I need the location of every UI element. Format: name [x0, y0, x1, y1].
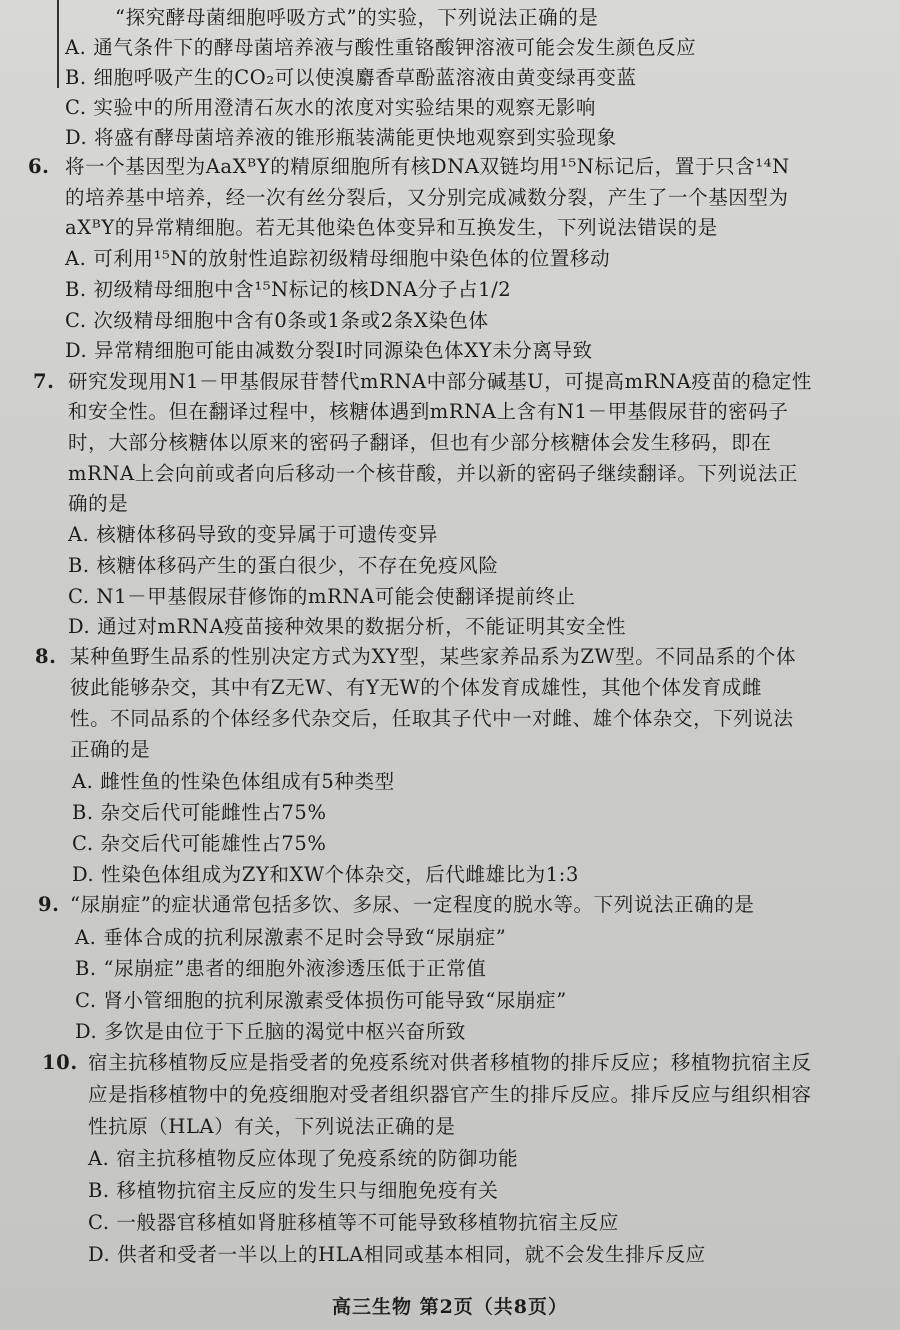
- q9-option-d: D. 多饮是由位于下丘脑的渴觉中枢兴奋所致: [75, 1020, 466, 1043]
- q9-number: 9.: [38, 893, 60, 916]
- q9-option-b: B. “尿崩症”患者的细胞外液渗透压低于正常值: [75, 957, 487, 980]
- q10-stem-line: 应是指移植物中的免疫细胞对受者组织器官产生的排斥反应。排斥反应与组织相容: [88, 1083, 812, 1106]
- q7-option-a: A. 核糖体移码导致的变异属于可遗传变异: [68, 523, 438, 546]
- q9-option-c: C. 肾小管细胞的抗利尿激素受体损伤可能导致“尿崩症”: [75, 989, 567, 1012]
- q6-option-c: C. 次级精母细胞中含有0条或1条或2条X染色体: [65, 309, 489, 332]
- q8-option-c: C. 杂交后代可能雄性占75%: [72, 832, 327, 855]
- q8-stem-line: 某种鱼野生品系的性别决定方式为XY型，某些家养品系为ZW型。不同品系的个体: [70, 645, 797, 668]
- q10-stem-line: 宿主抗移植物反应是指受者的免疫系统对供者移植物的排斥反应；移植物抗宿主反: [88, 1051, 812, 1074]
- q7-stem-line: 确的是: [68, 492, 129, 515]
- q7-stem-line: 和安全性。但在翻译过程中，核糖体遇到mRNA上含有N1－甲基假尿苷的密码子: [68, 400, 789, 423]
- q5-option-b: B. 细胞呼吸产生的CO₂可以使溴麝香草酚蓝溶液由黄变绿再变蓝: [65, 66, 637, 89]
- q7-stem-line: 时，大部分核糖体以原来的密码子翻译，但也有少部分核糖体会发生移码，即在: [68, 431, 772, 454]
- margin-bar: [57, 0, 59, 88]
- q10-option-b: B. 移植物抗宿主反应的发生只与细胞免疫有关: [88, 1179, 499, 1202]
- q7-option-b: B. 核糖体移码产生的蛋白很少，不存在免疫风险: [68, 554, 499, 577]
- q8-stem-line: 正确的是: [70, 738, 151, 761]
- q5-option-c: C. 实验中的所用澄清石灰水的浓度对实验结果的观察无影响: [65, 96, 596, 119]
- q6-option-a: A. 可利用¹⁵N的放射性追踪初级精母细胞中染色体的位置移动: [65, 247, 611, 270]
- q6-option-b: B. 初级精母细胞中含¹⁵N标记的核DNA分子占1/2: [65, 278, 512, 301]
- q9-option-a: A. 垂体合成的抗利尿激素不足时会导致“尿崩症”: [75, 926, 507, 949]
- q8-option-d: D. 性染色体组成为ZY和XW个体杂交，后代雌雄比为1:3: [72, 863, 579, 886]
- q6-option-d: D. 异常精细胞可能由减数分裂Ⅰ时同源染色体XY未分离导致: [65, 339, 593, 362]
- q6-number: 6.: [28, 155, 50, 178]
- q8-option-a: A. 雌性鱼的性染色体组成有5种类型: [72, 770, 395, 793]
- q7-stem-line: mRNA上会向前或者向后移动一个核苷酸，并以新的密码子继续翻译。下列说法正: [68, 462, 799, 485]
- q6-stem-line: 的培养基中培养，经一次有丝分裂后，又分别完成减数分裂，产生了一个基因型为: [65, 186, 789, 209]
- q10-option-c: C. 一般器官移植如肾脏移植等不可能导致移植物抗宿主反应: [88, 1211, 619, 1234]
- q10-number: 10.: [42, 1051, 78, 1074]
- q6-stem-line: 将一个基因型为AaXᴮY的精原细胞所有核DNA双链均用¹⁵N标记后，置于只含¹⁴N: [65, 155, 790, 178]
- q7-option-d: D. 通过对mRNA疫苗接种效果的数据分析，不能证明其安全性: [68, 615, 627, 638]
- q7-option-c: C. N1－甲基假尿苷修饰的mRNA可能会使翻译提前终止: [68, 585, 576, 608]
- q8-number: 8.: [35, 645, 57, 668]
- q7-stem-line: 研究发现用N1－甲基假尿苷替代mRNA中部分碱基U，可提高mRNA疫苗的稳定性: [68, 370, 812, 393]
- q5-option-d: D. 将盛有酵母菌培养液的锥形瓶装满能更快地观察到实验现象: [65, 126, 617, 149]
- page-footer: 高三生物 第2页（共8页）: [331, 1296, 569, 1318]
- q7-number: 7.: [33, 370, 55, 393]
- q10-stem-line: 性抗原（HLA）有关，下列说法正确的是: [88, 1115, 456, 1138]
- q9-stem-line: “尿崩症”的症状通常包括多饮、多尿、一定程度的脱水等。下列说法正确的是: [70, 893, 755, 916]
- q5-option-a: A. 通气条件下的酵母菌培养液与酸性重铬酸钾溶液可能会发生颜色反应: [65, 36, 697, 59]
- q8-stem-line: 性。不同品系的个体经多代杂交后，任取其子代中一对雌、雄个体杂交，下列说法: [70, 707, 794, 730]
- q10-option-d: D. 供者和受者一半以上的HLA相同或基本相同，就不会发生排斥反应: [88, 1243, 706, 1266]
- q8-option-b: B. 杂交后代可能雌性占75%: [72, 801, 327, 824]
- q5-stem: “探究酵母菌细胞呼吸方式”的实验，下列说法正确的是: [115, 6, 599, 29]
- q8-stem-line: 彼此能够杂交，其中有Z无W、有Y无W的个体发育成雄性，其他个体发育成雌: [70, 676, 763, 699]
- q6-stem-line: aXᴮY的异常精细胞。若无其他染色体变异和互换发生，下列说法错误的是: [65, 216, 718, 239]
- q10-option-a: A. 宿主抗移植物反应体现了免疫系统的防御功能: [88, 1147, 519, 1170]
